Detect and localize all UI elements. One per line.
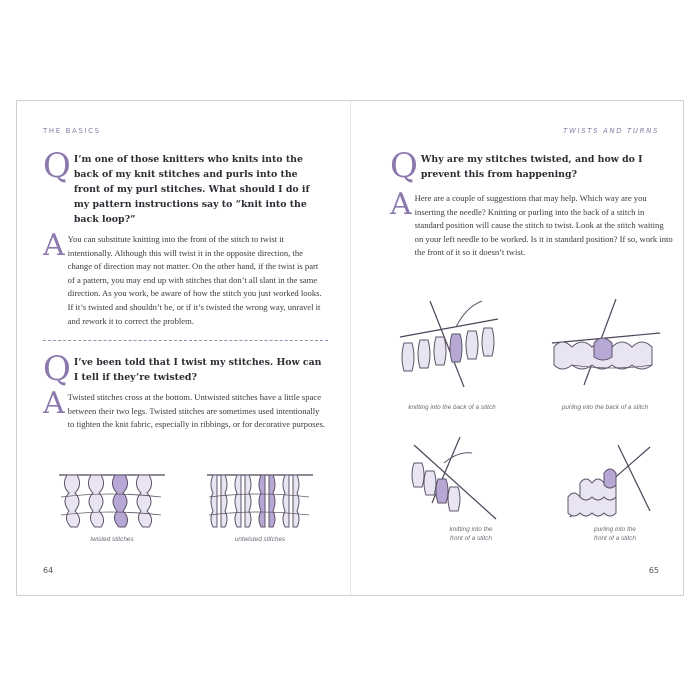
purl-back-illustration	[542, 293, 666, 393]
caption-purl-back: purling into the back of a stitch	[561, 404, 649, 411]
answer-1-text: You can substitute knitting into the front of the stitch to twist it intentionally. Although this will twist it in the opposite direction, the change of direction may not matter. On the other hand, if the twist is part of a pattern, you may end up with stitches that don’t all slant in the same direction. As you work, be aware of how the stitch you just worked looks. If it’s twisted and shouldn’t be, or if it’s twisted the wrong way, unravel it and rework it to correct the problem.	[67, 234, 322, 326]
knit-back-illustration	[394, 297, 510, 395]
answer-1	[43, 228, 327, 328]
question-3-text: Why are my stitches twisted, and how do I prevent this from happening?	[420, 154, 643, 180]
caption-purl-front-line-2: front of a stitch	[594, 535, 636, 542]
twisted-stitches-illustration	[57, 467, 167, 531]
question-3	[390, 146, 674, 186]
qa-block-1	[43, 146, 327, 328]
page-number-left: 64	[43, 566, 54, 575]
caption-knit-front-line-1: knitting into the	[449, 526, 493, 533]
right-page	[352, 101, 685, 595]
question-1	[43, 146, 327, 227]
caption-untwisted: untwisted stitches	[234, 536, 286, 543]
page-number-right: 65	[648, 566, 659, 575]
caption-twisted: twisted stitches	[90, 536, 134, 543]
question-2	[43, 349, 327, 389]
caption-purl-front	[560, 525, 670, 543]
purl-front-illustration	[558, 437, 664, 529]
question-2-text: I’ve been told that I twist my stitches. How can I tell if they’re twisted?	[73, 357, 322, 383]
caption-knit-front	[416, 525, 526, 543]
q-dropcap: Q	[43, 146, 71, 186]
gutter	[350, 101, 351, 595]
a-dropcap: A	[390, 187, 412, 222]
running-head-right: TWISTS AND TURNS	[563, 127, 659, 135]
caption-purl-front-line-1: purling into the	[594, 526, 636, 533]
left-page	[17, 101, 350, 595]
a-dropcap: A	[43, 228, 65, 263]
answer-2-text: Twisted stitches cross at the bottom. Untwisted stitches have a little space between their two legs. Twisted stitches are sometimes used intentionally to tighten the knit fabric, especially in ribbings, or for decorative purposes.	[67, 392, 325, 430]
untwisted-stitches-illustration	[205, 467, 315, 531]
qa-block-3	[390, 146, 674, 260]
caption-knit-back: knitting into the back of a stitch	[408, 404, 496, 411]
section-divider	[43, 340, 328, 341]
running-head-left: THE BASICS	[43, 127, 101, 135]
q-dropcap: Q	[390, 146, 418, 186]
caption-knit-front-line-2: front of a stitch	[450, 535, 492, 542]
knit-front-illustration	[404, 433, 514, 525]
answer-3-text: Here are a couple of suggestions that may help. Which way are you inserting the needle? Knitting or purling into the back of a stitch in standard position will cause the stitch to twist. Look at the stitch waiting on your left needle to be worked. Is it in standard position? If so, work into the front of it so it doesn’t twist.	[414, 193, 673, 258]
a-dropcap: A	[43, 386, 65, 421]
book-spread	[16, 100, 684, 596]
answer-2	[43, 386, 327, 432]
qa-block-2	[43, 349, 327, 432]
q-dropcap: Q	[43, 349, 71, 389]
question-1-text: I’m one of those knitters who knits into the back of my knit stitches and purls into the front of my purl stitches. What should I do if my pattern instructions say to “knit into the back loop?”	[73, 154, 310, 225]
answer-3	[390, 187, 674, 260]
